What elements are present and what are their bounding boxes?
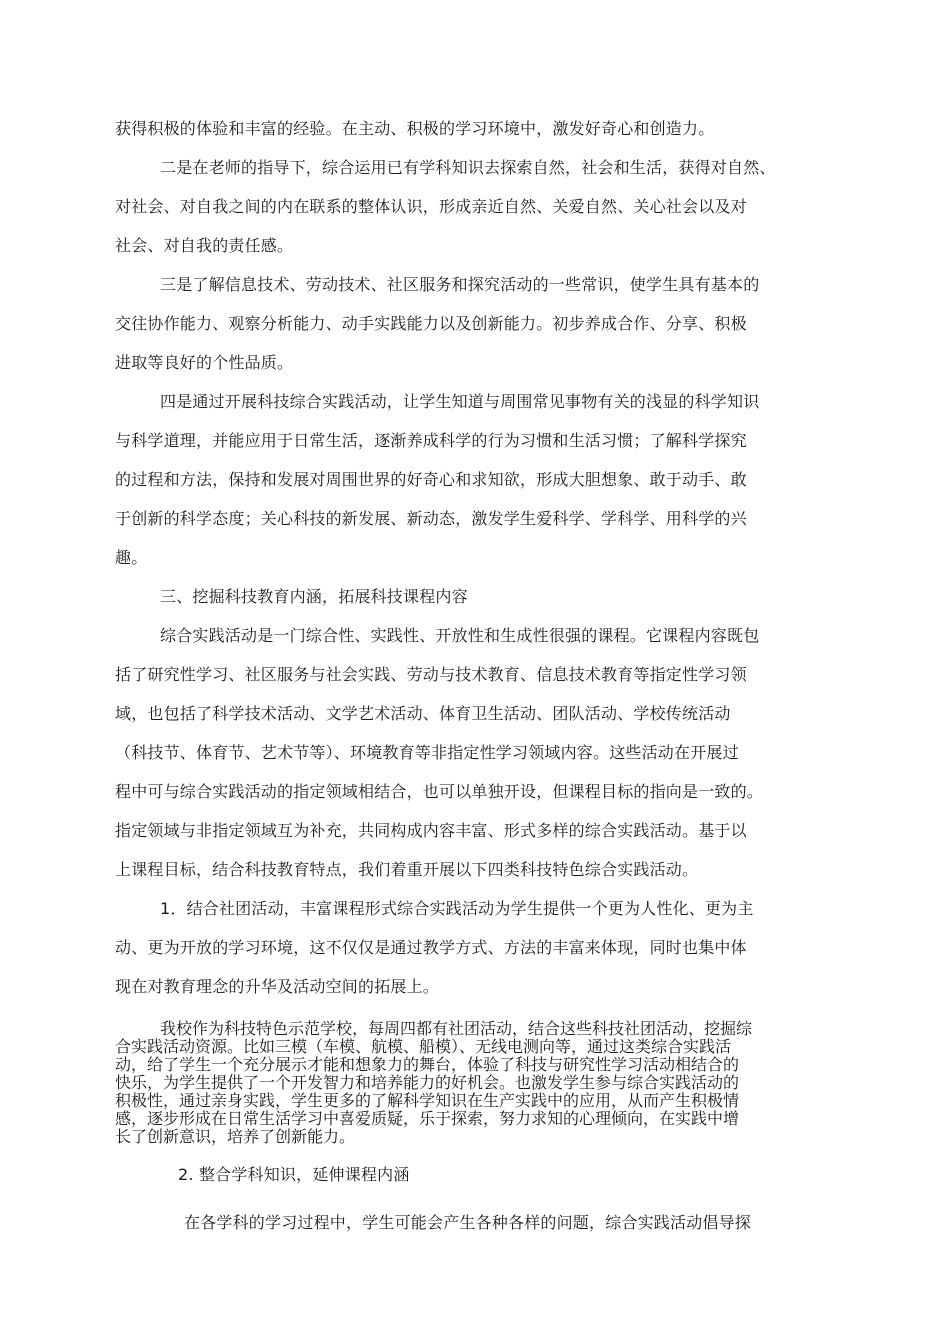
text-line: 二是在老师的指导下，综合运用已有学科知识去探索自然，社会和生活，获得对自然、 — [160, 158, 776, 177]
text-line: （科技节、体育节、艺术节等）、环境教育等非指定性学习领域内容。这些活动在开展过 — [115, 743, 739, 762]
text-line: 交往协作能力、观察分析能力、动手实践能力以及创新能力。初步养成合作、分享、积极 — [115, 314, 747, 333]
text-line: 四是通过开展科技综合实践活动，让学生知道与周围常见事物有关的浅显的科学知识 — [160, 392, 760, 411]
text-line: 现在对教育理念的升华及活动空间的拓展上。 — [115, 977, 440, 996]
text-line: 三是了解信息技术、劳动技术、社区服务和探究活动的一些常识，使学生具有基本的 — [160, 275, 760, 294]
list-item-2: 2. 整合学科知识，延伸课程内涵 — [178, 1165, 410, 1184]
text-line: 进取等良好的个性品质。 — [115, 353, 294, 372]
text-line: 动、更为开放的学习环境，这不仅仅是通过教学方式、方法的丰富来体现，同时也集中体 — [115, 938, 747, 957]
text-line: 感，逐步形成在日常生活学习中喜爱质疑，乐于探索，努力求知的心理倾向，在实践中增 — [115, 1109, 740, 1128]
text-line: 动，给了学生一个充分展示才能和想象力的舞台，体验了科技与研究性学习活动相结合的 — [115, 1055, 740, 1074]
text-line: 社会、对自我的责任感。 — [115, 236, 294, 255]
text-line: 长了创新意识，培养了创新能力。 — [115, 1127, 356, 1146]
text-line: 对社会、对自我之间的内在联系的整体认识，形成亲近自然、关爱自然、关心社会以及对 — [115, 197, 747, 216]
text-line: 的过程和方法，保持和发展对周围世界的好奇心和求知欲，形成大胆想象、敢于动手、敢 — [115, 470, 747, 489]
text-line: 于创新的科学态度；关心科技的新发展、新动态，激发学生爱科学、学科学、用科学的兴 — [115, 509, 747, 528]
text-line: 与科学道理，并能应用于日常生活，逐渐养成科学的行为习惯和生活习惯；了解科学探究 — [115, 431, 747, 450]
text-line: 在各学科的学习过程中，学生可能会产生各种各样的问题，综合实践活动倡导探 — [184, 1213, 752, 1232]
text-line: 括了研究性学习、社区服务与社会实践、劳动与技术教育、信息技术教育等指定性学习领 — [115, 665, 747, 684]
text-line: 趣。 — [115, 548, 148, 567]
section-heading: 三、挖掘科技教育内涵，拓展科技课程内容 — [160, 587, 468, 606]
text-line: 域，也包括了科学技术活动、文学艺术活动、体育卫生活动、团队活动、学校传统活动 — [115, 704, 731, 723]
text-line: 指定领域与非指定领域互为补充，共同构成内容丰富、形式多样的综合实践活动。基于以 — [115, 821, 747, 840]
text-line: 获得积极的体验和丰富的经验。在主动、积极的学习环境中，激发好奇心和创造力。 — [115, 119, 715, 138]
text-line: 综合实践活动是一门综合性、实践性、开放性和生成性很强的课程。它课程内容既包 — [160, 626, 760, 645]
text-line: 积极性，通过亲身实践，学生更多的了解科学知识在生产实践中的应用，从而产生积极情 — [115, 1091, 740, 1110]
text-line: 快乐，为学生提供了一个开发智力和培养能力的好机会。也激发学生参与综合实践活动的 — [115, 1073, 740, 1092]
text-line: 程中可与综合实践活动的指定领域相结合，也可以单独开设，但课程目标的指向是一致的。 — [115, 782, 764, 801]
text-line: 合实践活动资源。比如三模（车模、航模、船模）、无线电测向等，通过这类综合实践活 — [115, 1037, 732, 1056]
text-line: 上课程目标，结合科技教育特点，我们着重开展以下四类科技特色综合实践活动。 — [115, 860, 699, 879]
list-item-1: 1．结合社团活动，丰富课程形式综合实践活动为学生提供一个更为人性化、更为主 — [160, 899, 754, 918]
text-line: 我校作为科技特色示范学校，每周四都有社团活动，结合这些科技社团活动，挖掘综 — [160, 1019, 753, 1038]
